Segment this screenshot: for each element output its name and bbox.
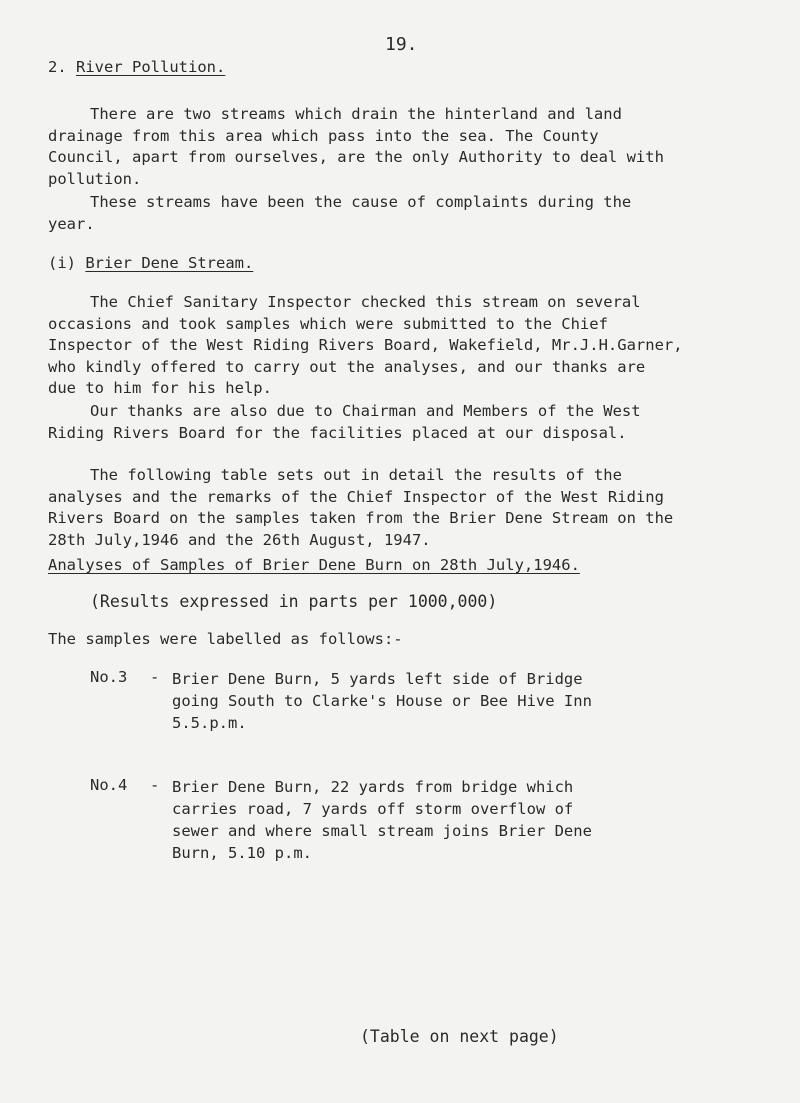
text-line: sewer and where small stream joins Brier Dene bbox=[172, 822, 592, 840]
section-number: 2. bbox=[48, 58, 67, 76]
text-line: going South to Clarke's House or Bee Hive Inn bbox=[172, 692, 592, 710]
inspector-paragraph bbox=[48, 292, 778, 400]
text-line: The following table sets out in detail the results of the bbox=[90, 466, 622, 484]
analyses-heading: Analyses of Samples of Brier Dene Burn on 28th July,1946. bbox=[48, 556, 580, 574]
text-line: Council, apart from ourselves, are the only Authority to deal with bbox=[48, 148, 664, 166]
text-line: Riding Rivers Board for the facilities placed at our disposal. bbox=[48, 423, 627, 442]
sample-entry bbox=[90, 776, 770, 864]
complaints-paragraph bbox=[48, 192, 800, 235]
sample-number: No.3 bbox=[90, 668, 128, 686]
section-title: River Pollution. bbox=[76, 58, 226, 76]
table-intro-paragraph bbox=[48, 465, 778, 551]
sample-description bbox=[172, 668, 770, 734]
text-line: year. bbox=[48, 214, 95, 233]
samples-label: The samples were labelled as follows:- bbox=[48, 630, 403, 648]
text-line: pollution. bbox=[48, 169, 142, 188]
dash-separator: - bbox=[150, 776, 160, 794]
page-number: 19. bbox=[385, 34, 418, 55]
intro-paragraph bbox=[48, 104, 778, 190]
section-heading bbox=[48, 58, 225, 76]
text-line: analyses and the remarks of the Chief Inspector of the West Riding bbox=[48, 487, 664, 506]
sample-description bbox=[172, 776, 770, 864]
subsection-heading bbox=[48, 254, 253, 272]
text-line: 28th July,1946 and the 26th August, 1947. bbox=[48, 530, 431, 549]
thanks-paragraph bbox=[48, 401, 778, 444]
text-line: These streams have been the cause of complaints during the bbox=[90, 193, 632, 211]
sample-number: No.4 bbox=[90, 776, 128, 794]
subsection-title: Brier Dene Stream. bbox=[85, 254, 254, 272]
footer-note: (Table on next page) bbox=[360, 1027, 559, 1046]
text-line: 5.5.p.m. bbox=[172, 714, 247, 732]
results-note: (Results expressed in parts per 1000,000) bbox=[90, 592, 498, 611]
text-line: due to him for his help. bbox=[48, 379, 272, 397]
text-line: carries road, 7 yards off storm overflow of bbox=[172, 800, 574, 818]
text-line: occasions and took samples which were submitted to the Chief bbox=[48, 314, 608, 333]
text-line: Our thanks are also due to Chairman and Members of the West bbox=[90, 402, 641, 420]
text-line: Inspector of the West Riding Rivers Board, Wakefield, Mr.J.H.Garner, bbox=[48, 336, 683, 354]
text-line: Rivers Board on the samples taken from the Brier Dene Stream on the bbox=[48, 509, 674, 527]
sample-entry bbox=[90, 668, 770, 734]
text-line: Brier Dene Burn, 22 yards from bridge which bbox=[172, 778, 574, 796]
text-line: The Chief Sanitary Inspector checked this stream on several bbox=[90, 293, 641, 311]
text-line: drainage from this area which pass into the sea. The County bbox=[48, 126, 599, 145]
text-line: Burn, 5.10 p.m. bbox=[172, 844, 312, 862]
dash-separator: - bbox=[150, 668, 160, 686]
text-line: Brier Dene Burn, 5 yards left side of Bridge bbox=[172, 670, 583, 688]
subsection-number: (i) bbox=[48, 254, 76, 272]
text-line: who kindly offered to carry out the analyses, and our thanks are bbox=[48, 357, 646, 376]
text-line: There are two streams which drain the hinterland and land bbox=[90, 105, 622, 123]
